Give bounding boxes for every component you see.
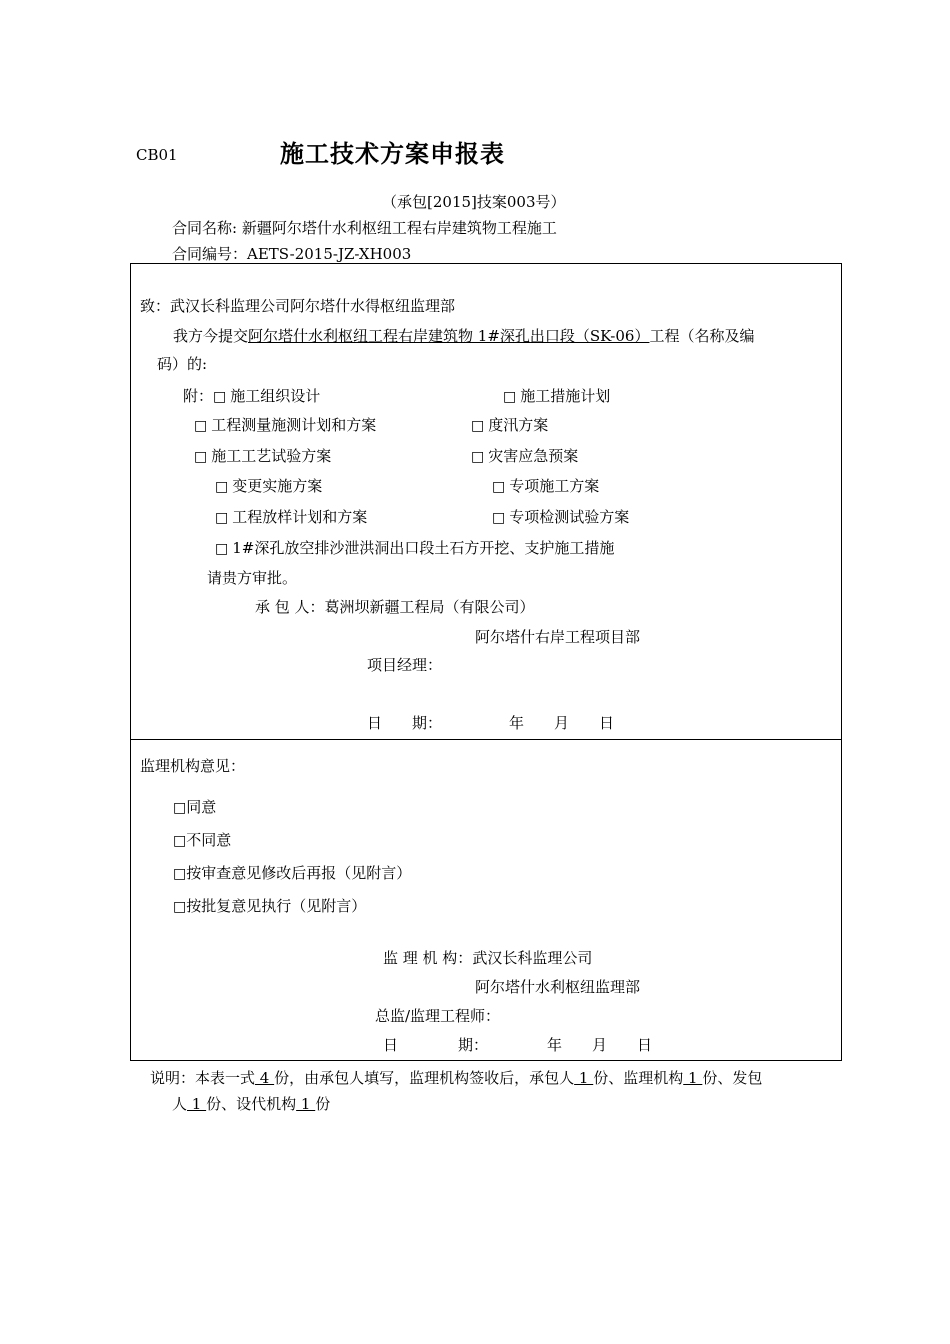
attachment-item-1[interactable] <box>183 385 320 406</box>
supervision-section <box>130 739 842 1061</box>
contract-name <box>172 217 557 238</box>
checkbox-icon[interactable]: □ <box>492 510 506 526</box>
option-label: 同意 <box>186 798 217 816</box>
supervision-date-label: 日 期： <box>383 1036 489 1054</box>
checkbox-icon[interactable]: □ <box>194 418 208 434</box>
footnote-text: 份，由承包人填写，监理机构签收后，承包人 <box>274 1069 575 1087</box>
checkbox-icon[interactable]: □ <box>173 833 187 849</box>
supervision-org-name: 武汉长科监理公司 <box>472 949 593 967</box>
checkbox-icon[interactable]: □ <box>503 389 517 405</box>
option-reject[interactable] <box>173 829 231 850</box>
attachment-item-4[interactable] <box>471 414 548 435</box>
footnote-text: 份、设代机构 <box>206 1095 297 1113</box>
engineer-label: 总监/监理工程师： <box>375 1007 501 1025</box>
item-label: 工程测量施测计划和方案 <box>211 416 377 434</box>
contract-number <box>172 243 411 264</box>
supervision-org-label: 监 理 机 构： <box>383 949 473 967</box>
checkbox-icon[interactable]: □ <box>492 479 506 495</box>
item-label: 变更实施方案 <box>232 477 323 495</box>
supervision-date-value: 年 月 日 <box>547 1036 653 1054</box>
checkbox-icon[interactable]: □ <box>215 479 229 495</box>
attachment-item-3[interactable] <box>194 414 376 435</box>
footnote-text: 份、发包 <box>702 1069 763 1087</box>
attachment-item-11[interactable] <box>215 537 614 558</box>
project-manager-label: 项目经理： <box>367 656 443 674</box>
supervision-department: 阿尔塔什水利枢纽监理部 <box>475 978 641 996</box>
item-label: 度汛方案 <box>488 416 549 434</box>
option-label: 不同意 <box>186 831 232 849</box>
item-label: 施工工艺试验方案 <box>211 447 332 465</box>
page-title: 施工技术方案申报表 <box>280 139 505 168</box>
checkbox-icon[interactable]: □ <box>213 389 227 405</box>
submit-statement <box>173 325 754 346</box>
attachment-item-2[interactable] <box>503 385 610 406</box>
option-approve[interactable] <box>173 796 216 817</box>
checkbox-icon[interactable]: □ <box>215 541 229 557</box>
item-label: 工程放样计划和方案 <box>232 508 368 526</box>
attachment-item-9[interactable] <box>215 506 367 527</box>
attachment-item-10[interactable] <box>492 506 629 527</box>
checkbox-icon[interactable]: □ <box>194 449 208 465</box>
checkbox-icon[interactable]: □ <box>471 449 485 465</box>
option-label: 按审查意见修改后再报（见附言） <box>186 864 412 882</box>
submit-suffix: 工程（名称及编 <box>649 327 755 345</box>
option-revise[interactable] <box>173 862 411 883</box>
attachment-item-8[interactable] <box>492 475 599 496</box>
checkbox-icon[interactable]: □ <box>173 899 187 915</box>
submission-section <box>130 263 842 740</box>
copies-supervisor: 1 <box>683 1069 703 1087</box>
addressee: 致：武汉长科监理公司阿尔塔什水得枢纽监理部 <box>140 297 456 315</box>
contractor-department: 阿尔塔什右岸工程项目部 <box>475 628 641 646</box>
submit-statement-cont: 码）的: <box>157 355 208 373</box>
contractor <box>255 596 535 617</box>
contractor-name: 葛洲坝新疆工程局（有限公司） <box>324 598 535 616</box>
footnote-text: 份 <box>315 1095 331 1113</box>
supervision-org <box>383 947 592 968</box>
supervision-opinion-label: 监理机构意见： <box>140 757 246 775</box>
contractor-label: 承 包 人： <box>255 598 325 616</box>
checkbox-icon[interactable]: □ <box>215 510 229 526</box>
copies-contractor: 1 <box>574 1069 594 1087</box>
option-label: 按批复意见执行（见附言） <box>186 897 367 915</box>
submit-prefix: 我方今提交 <box>173 327 249 345</box>
checkbox-icon[interactable]: □ <box>471 418 485 434</box>
checkbox-icon[interactable]: □ <box>173 866 187 882</box>
copies-owner: 1 <box>187 1095 207 1113</box>
contract-name-value: 新疆阿尔塔什水利枢纽工程右岸建筑物工程施工 <box>241 219 557 237</box>
attachment-item-6[interactable] <box>471 445 578 466</box>
document-number: （承包[2015]技案003号） <box>382 193 566 211</box>
item-label: 专项施工方案 <box>509 477 600 495</box>
contract-number-value: AETS-2015-JZ-XH003 <box>247 245 412 263</box>
copies-total: 4 <box>255 1069 275 1087</box>
item-label: 施工措施计划 <box>520 387 611 405</box>
option-execute[interactable] <box>173 895 366 916</box>
checkbox-icon[interactable]: □ <box>173 800 187 816</box>
item-label: 专项检测试验方案 <box>509 508 630 526</box>
item-label: 施工组织设计 <box>230 387 321 405</box>
attach-label: 附： <box>183 387 214 405</box>
project-name: 阿尔塔什水利枢纽工程右岸建筑物 1#深孔出口段（SK-06） <box>248 327 650 345</box>
form-code: CB01 <box>136 146 178 164</box>
contract-name-label: 合同名称: <box>172 219 238 237</box>
footnote-line1 <box>150 1067 762 1088</box>
footnote-line2 <box>172 1093 330 1114</box>
footnote-text: 说明：本表一式 <box>150 1069 256 1087</box>
attachment-item-5[interactable] <box>194 445 331 466</box>
approval-request: 请贵方审批。 <box>207 569 298 587</box>
submission-date-label: 日 期： <box>367 714 443 732</box>
contract-number-label: 合同编号： <box>172 245 248 263</box>
item-label: 1#深孔放空排沙泄洪洞出口段土石方开挖、支护施工措施 <box>232 539 615 557</box>
footnote-text: 人 <box>172 1095 188 1113</box>
footnote-text: 份、监理机构 <box>593 1069 684 1087</box>
item-label: 灾害应急预案 <box>488 447 579 465</box>
attachment-item-7[interactable] <box>215 475 322 496</box>
copies-design: 1 <box>296 1095 316 1113</box>
submission-date-value: 年 月 日 <box>509 714 615 732</box>
